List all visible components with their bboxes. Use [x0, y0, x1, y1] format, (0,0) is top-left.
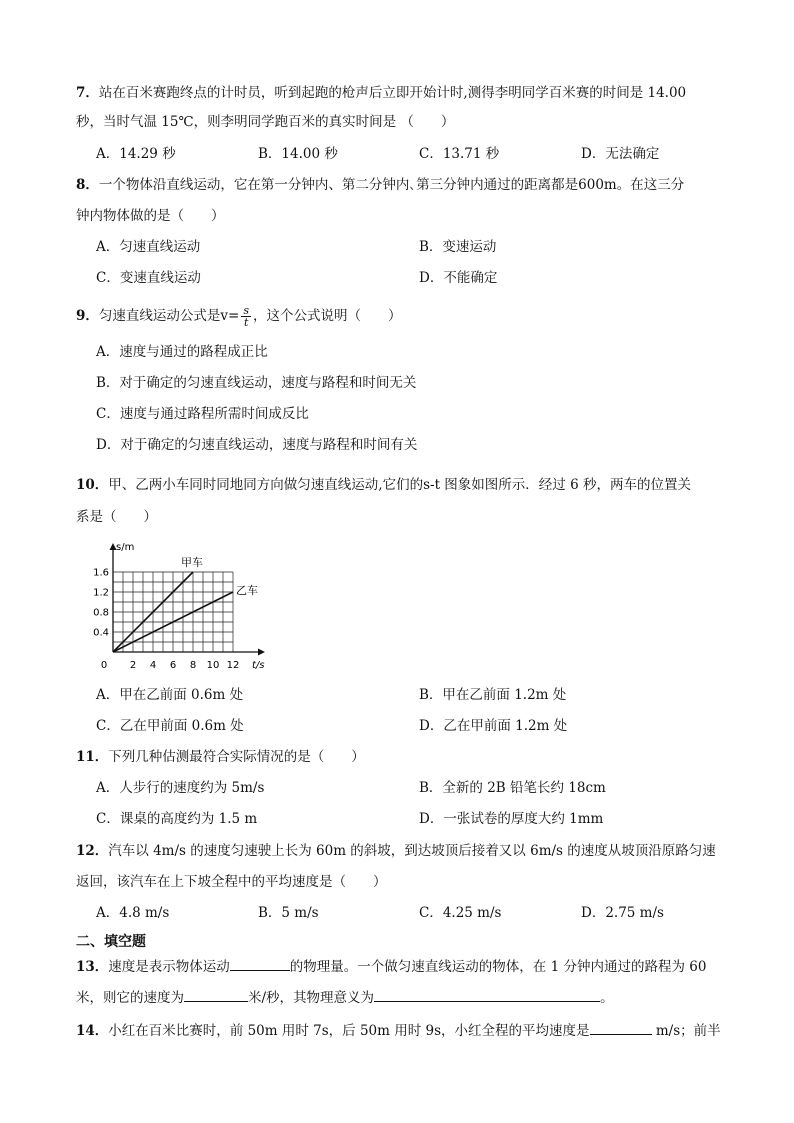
q7-option-b[interactable]: B．14.00 秒 [258, 146, 338, 162]
series-label-2: 乙车 [236, 584, 258, 597]
q7-line2: 秒，当时气温 15℃，则李明同学跑百米的真实时间是 （ ） [76, 114, 455, 130]
q11-option-a[interactable]: A．人步行的速度约为 5m/s [96, 780, 265, 796]
x-axis-label: t/s [252, 660, 265, 671]
q8-line2: 钟内物体做的是（ ） [76, 208, 225, 224]
q8-option-b[interactable]: B．变速运动 [419, 239, 497, 255]
q12-line2: 返回，该汽车在上下坡全程中的平均速度是（ ） [76, 874, 387, 890]
q7-line1 [76, 84, 686, 102]
q7-text: 站在百米赛跑终点的计时员，听到起跑的枪声后立即开始计时,测得李明同学百米赛的时间是 14.00 [98, 85, 687, 101]
q11-line1 [76, 748, 365, 766]
y-tick-label: 1.6 [93, 567, 109, 579]
q9-option-a[interactable]: A．速度与通过的路程成正比 [96, 344, 268, 360]
fraction-numerator: s [243, 304, 250, 317]
q10-option-c[interactable]: C．乙在甲前面 0.6m 处 [96, 718, 244, 734]
section-heading-fill-in: 二、填空题 [76, 934, 146, 950]
q8-text: 一个物体沿直线运动，它在第一分钟内、第二分钟内､第三分钟内通过的距离都是600m。在这三分 [98, 177, 685, 193]
q14-text-a: 小红在百米比赛时，前 50m 用时 7s，后 50m 用时 9s，小红全程的平均速度是 [108, 1023, 590, 1039]
q13-text-a: 速度是表示物体运动 [108, 959, 230, 975]
q13-text-b: 的物理量。一个做匀速直线运动的物体，在 1 分钟内通过的路程为 60 [289, 959, 707, 975]
q9-suffix: ，这个公式说明（ ） [253, 308, 402, 324]
q14-text-b: m/s；前半 [651, 1023, 721, 1039]
x-tick-label: 12 [226, 660, 240, 671]
q8-number: 8． [76, 177, 99, 193]
q12-number: 12． [76, 843, 109, 859]
q13-line2 [76, 987, 614, 1007]
q7-option-a[interactable]: A．14.29 秒 [96, 146, 176, 162]
q10-option-b[interactable]: B．甲在乙前面 1.2m 处 [419, 687, 567, 703]
q9-option-c[interactable]: C．速度与通过路程所需时间成反比 [96, 406, 309, 422]
q13-text-e: 。 [600, 990, 614, 1006]
q13-text-c: 米，则它的速度为 [76, 990, 184, 1006]
q11-number: 11． [76, 749, 109, 765]
y-tick-label: 0.8 [93, 607, 109, 619]
x-tick-label: 6 [169, 660, 177, 671]
q11-text: 下列几种估测最符合实际情况的是（ ） [108, 749, 365, 765]
x-tick-label: 10 [206, 660, 220, 671]
q11-option-b[interactable]: B．全新的 2B 铅笔长约 18cm [419, 780, 606, 796]
q11-option-d[interactable]: D．一张试卷的厚度大约 1mm [419, 811, 604, 827]
q8-line1 [76, 176, 684, 194]
y-tick-label: 0.4 [93, 627, 109, 639]
y-axis-label: s/m [116, 542, 135, 553]
q12-option-c[interactable]: C．4.25 m/s [419, 905, 502, 921]
q13-blank-3[interactable] [374, 987, 600, 1002]
q7-option-d[interactable]: D．无法确定 [581, 146, 660, 162]
q10-option-a[interactable]: A．甲在乙前面 0.6m 处 [96, 687, 244, 703]
x-axis-arrow [258, 649, 265, 656]
q8-option-c[interactable]: C．变速直线运动 [96, 270, 201, 286]
q13-line1 [76, 956, 706, 976]
q9-prefix: 匀速直线运动公式是v= [98, 308, 240, 324]
q13-text-d: 米/秒，其物理意义为 [248, 990, 375, 1006]
x-tick-label: 0 [100, 660, 108, 671]
st-graph [86, 536, 286, 676]
q9-option-d[interactable]: D．对于确定的匀速直线运动，速度与路程和时间有关 [96, 437, 418, 453]
q9-line1 [76, 303, 402, 329]
q13-blank-2[interactable] [184, 987, 248, 1002]
q7-option-c[interactable]: C．13.71 秒 [419, 146, 500, 162]
q13-blank-1[interactable] [230, 956, 290, 971]
q12-option-b[interactable]: B．5 m/s [258, 905, 319, 921]
q8-option-d[interactable]: D．不能确定 [419, 270, 498, 286]
q10-line2: 系是（ ） [76, 509, 157, 525]
q11-option-c[interactable]: C．课桌的高度约为 1.5 m [96, 811, 258, 827]
q14-number: 14． [76, 1023, 109, 1039]
q9-number: 9． [76, 308, 99, 324]
q7-number: 7． [76, 85, 99, 101]
q8-option-a[interactable]: A．匀速直线运动 [96, 239, 201, 255]
q13-number: 13． [76, 959, 109, 975]
q10-line1 [76, 476, 691, 494]
series-label-1: 甲车 [181, 556, 203, 569]
q12-option-a[interactable]: A．4.8 m/s [96, 905, 170, 921]
x-tick-label: 8 [189, 660, 197, 671]
x-tick-label: 2 [129, 660, 137, 671]
velocity-formula-fraction [241, 305, 251, 328]
fraction-denominator: t [243, 316, 249, 329]
x-tick-label: 4 [149, 660, 157, 671]
q12-text: 汽车以 4m/s 的速度匀速驶上长为 60m 的斜坡，到达坡顶后接着又以 6m/s 的速度从坡顶沿原路匀速 [108, 843, 716, 859]
q14-line1 [76, 1020, 721, 1040]
q10-number: 10． [76, 477, 109, 493]
y-tick-label: 1.2 [93, 587, 109, 599]
q14-blank-1[interactable] [590, 1020, 652, 1035]
q9-option-b[interactable]: B．对于确定的匀速直线运动，速度与路程和时间无关 [96, 375, 417, 391]
q10-text: 甲、乙两小车同时同地同方向做匀速直线运动,它们的s-t 图象如图所示．经过 6 秒，两车的位置关 [108, 477, 691, 493]
q12-line1 [76, 842, 716, 860]
q10-option-d[interactable]: D．乙在甲前面 1.2m 处 [419, 718, 568, 734]
q12-option-d[interactable]: D．2.75 m/s [581, 905, 664, 921]
